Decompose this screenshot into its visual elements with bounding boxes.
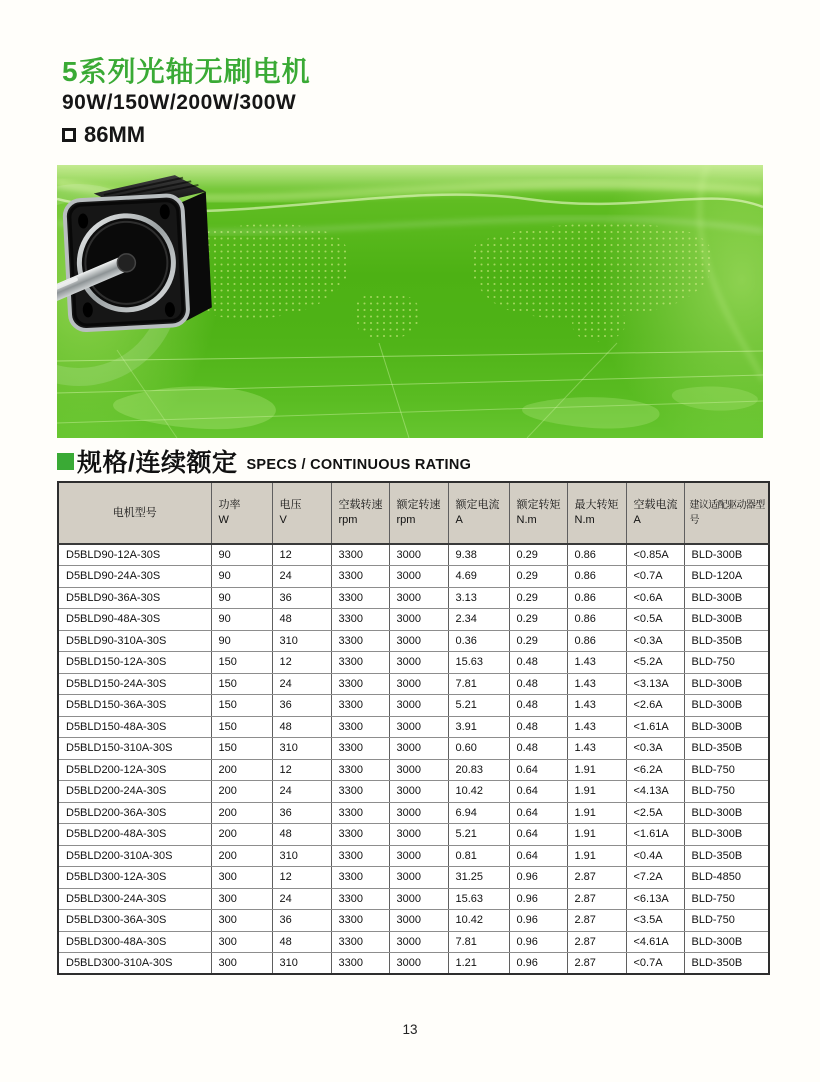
spec-cell: 3300 xyxy=(331,759,389,781)
spec-cell: D5BLD90-24A-30S xyxy=(58,566,211,588)
spec-cell: 3000 xyxy=(389,824,448,846)
spec-cell: 6.94 xyxy=(448,802,509,824)
spec-cell: 2.87 xyxy=(567,953,626,975)
spec-row xyxy=(58,673,769,695)
column-header: 建议适配驱动器型号 xyxy=(684,482,769,544)
column-header: 空载转速 rpm xyxy=(331,482,389,544)
spec-cell: 3300 xyxy=(331,953,389,975)
spec-cell: BLD-750 xyxy=(684,759,769,781)
spec-cell: 3300 xyxy=(331,802,389,824)
spec-cell: BLD-300B xyxy=(684,802,769,824)
spec-row xyxy=(58,781,769,803)
spec-cell: 0.29 xyxy=(509,630,567,652)
spec-cell: 3300 xyxy=(331,566,389,588)
spec-cell: <2.6A xyxy=(626,695,684,717)
spec-cell: 90 xyxy=(211,630,272,652)
green-square-bullet-icon xyxy=(57,453,74,470)
spec-cell: BLD-750 xyxy=(684,781,769,803)
spec-cell: 300 xyxy=(211,867,272,889)
world-map-dots xyxy=(163,223,714,342)
spec-cell: 0.86 xyxy=(567,544,626,566)
spec-cell: 0.86 xyxy=(567,587,626,609)
spec-row xyxy=(58,695,769,717)
spec-cell: BLD-750 xyxy=(684,652,769,674)
spec-cell: 3300 xyxy=(331,888,389,910)
spec-cell: D5BLD300-24A-30S xyxy=(58,888,211,910)
spec-cell: 90 xyxy=(211,609,272,631)
spec-row xyxy=(58,931,769,953)
spec-cell: BLD-300B xyxy=(684,931,769,953)
spec-cell: 3000 xyxy=(389,630,448,652)
spec-cell: 3300 xyxy=(331,931,389,953)
spec-row xyxy=(58,652,769,674)
spec-cell: 200 xyxy=(211,845,272,867)
page-header xyxy=(62,56,311,148)
spec-cell: 0.81 xyxy=(448,845,509,867)
spec-cell: 1.91 xyxy=(567,824,626,846)
spec-cell: 0.48 xyxy=(509,652,567,674)
spec-cell: BLD-300B xyxy=(684,824,769,846)
spec-cell: 90 xyxy=(211,587,272,609)
spec-cell: D5BLD300-48A-30S xyxy=(58,931,211,953)
spec-cell: 1.43 xyxy=(567,652,626,674)
spec-cell: D5BLD150-48A-30S xyxy=(58,716,211,738)
spec-cell: 310 xyxy=(272,845,331,867)
spec-cell: 310 xyxy=(272,738,331,760)
spec-cell: 310 xyxy=(272,953,331,975)
spec-cell: D5BLD150-24A-30S xyxy=(58,673,211,695)
spec-cell: 150 xyxy=(211,738,272,760)
motor-hub xyxy=(117,253,136,272)
spec-cell: 12 xyxy=(272,544,331,566)
spec-cell: 3.91 xyxy=(448,716,509,738)
spec-cell: 2.87 xyxy=(567,931,626,953)
spec-cell: D5BLD150-12A-30S xyxy=(58,652,211,674)
spec-cell: 31.25 xyxy=(448,867,509,889)
spec-cell: 3300 xyxy=(331,910,389,932)
motor-image xyxy=(57,165,227,345)
spec-cell: 3300 xyxy=(331,630,389,652)
spec-row xyxy=(58,609,769,631)
spec-row xyxy=(58,824,769,846)
spec-cell: 3000 xyxy=(389,716,448,738)
spec-cell: D5BLD200-24A-30S xyxy=(58,781,211,803)
spec-row xyxy=(58,738,769,760)
spec-cell: 3000 xyxy=(389,652,448,674)
spec-cell: 48 xyxy=(272,931,331,953)
spec-cell: 24 xyxy=(272,566,331,588)
spec-cell: 1.21 xyxy=(448,953,509,975)
spec-cell: 10.42 xyxy=(448,910,509,932)
spec-cell: 24 xyxy=(272,673,331,695)
spec-cell: 0.64 xyxy=(509,802,567,824)
spec-cell: 150 xyxy=(211,673,272,695)
spec-cell: 36 xyxy=(272,910,331,932)
spec-cell: 3000 xyxy=(389,888,448,910)
column-header: 电压 V xyxy=(272,482,331,544)
spec-cell: 7.81 xyxy=(448,673,509,695)
spec-row xyxy=(58,759,769,781)
spec-cell: 3300 xyxy=(331,845,389,867)
spec-cell: 15.63 xyxy=(448,888,509,910)
spec-cell: 0.86 xyxy=(567,609,626,631)
column-header: 电机型号 xyxy=(58,482,211,544)
spec-cell: 0.29 xyxy=(509,587,567,609)
column-header: 额定电流 A xyxy=(448,482,509,544)
spec-cell: 3.13 xyxy=(448,587,509,609)
product-banner xyxy=(57,165,763,438)
spec-cell: 3300 xyxy=(331,867,389,889)
spec-cell: 0.96 xyxy=(509,910,567,932)
page-title: 5系列光轴无刷电机 xyxy=(62,56,311,87)
spec-cell: D5BLD200-12A-30S xyxy=(58,759,211,781)
spec-cell: 0.96 xyxy=(509,888,567,910)
spec-cell: 0.29 xyxy=(509,609,567,631)
spec-cell: 310 xyxy=(272,630,331,652)
spec-row xyxy=(58,587,769,609)
spec-cell: <4.61A xyxy=(626,931,684,953)
spec-cell: 3300 xyxy=(331,673,389,695)
spec-cell: <3.5A xyxy=(626,910,684,932)
spec-cell: D5BLD90-310A-30S xyxy=(58,630,211,652)
spec-cell: 2.34 xyxy=(448,609,509,631)
spec-row xyxy=(58,910,769,932)
spec-cell: BLD-350B xyxy=(684,738,769,760)
column-header: 额定转矩 N.m xyxy=(509,482,567,544)
spec-cell: <7.2A xyxy=(626,867,684,889)
spec-cell: 3000 xyxy=(389,931,448,953)
spec-cell: 3000 xyxy=(389,867,448,889)
spec-cell: 150 xyxy=(211,652,272,674)
spec-cell: <0.7A xyxy=(626,566,684,588)
spec-cell: 12 xyxy=(272,759,331,781)
spec-cell: <1.61A xyxy=(626,824,684,846)
spec-cell: <0.3A xyxy=(626,738,684,760)
spec-cell: 200 xyxy=(211,824,272,846)
spec-cell: 3000 xyxy=(389,781,448,803)
spec-cell: 3000 xyxy=(389,953,448,975)
spec-cell: 48 xyxy=(272,609,331,631)
spec-cell: 200 xyxy=(211,781,272,803)
spec-cell: 1.91 xyxy=(567,759,626,781)
spec-cell: 36 xyxy=(272,695,331,717)
spec-cell: 48 xyxy=(272,716,331,738)
square-outline-icon xyxy=(62,128,76,142)
spec-cell: 3300 xyxy=(331,652,389,674)
frame-size-label: 86MM xyxy=(84,122,146,147)
spec-cell: BLD-300B xyxy=(684,587,769,609)
spec-cell: 10.42 xyxy=(448,781,509,803)
column-header: 功率 W xyxy=(211,482,272,544)
spec-cell: 0.64 xyxy=(509,845,567,867)
spec-cell: 3300 xyxy=(331,609,389,631)
spec-cell: 3000 xyxy=(389,802,448,824)
spec-cell: D5BLD200-36A-30S xyxy=(58,802,211,824)
spec-cell: 24 xyxy=(272,781,331,803)
spec-cell: 3000 xyxy=(389,609,448,631)
spec-cell: 3300 xyxy=(331,824,389,846)
spec-cell: 1.43 xyxy=(567,695,626,717)
spec-cell: 1.91 xyxy=(567,802,626,824)
spec-cell: 20.83 xyxy=(448,759,509,781)
spec-cell: 300 xyxy=(211,888,272,910)
power-range-subtitle: 90W/150W/200W/300W xyxy=(62,91,297,114)
spec-row xyxy=(58,888,769,910)
spec-cell: BLD-350B xyxy=(684,630,769,652)
spec-cell: BLD-350B xyxy=(684,953,769,975)
spec-cell: <4.13A xyxy=(626,781,684,803)
spec-cell: 0.86 xyxy=(567,566,626,588)
spec-cell: BLD-300B xyxy=(684,609,769,631)
spec-cell: <0.4A xyxy=(626,845,684,867)
spec-cell: D5BLD300-36A-30S xyxy=(58,910,211,932)
spec-cell: 300 xyxy=(211,931,272,953)
spec-cell: <0.6A xyxy=(626,587,684,609)
spec-cell: 0.29 xyxy=(509,566,567,588)
spec-cell: 2.87 xyxy=(567,867,626,889)
spec-cell: 90 xyxy=(211,566,272,588)
spec-row xyxy=(58,566,769,588)
spec-cell: 0.48 xyxy=(509,673,567,695)
banner-floor-lines xyxy=(57,343,763,438)
spec-cell: 1.91 xyxy=(567,845,626,867)
spec-cell: BLD-4850 xyxy=(684,867,769,889)
spec-cell: 3000 xyxy=(389,544,448,566)
spec-cell: D5BLD300-310A-30S xyxy=(58,953,211,975)
spec-cell: <6.13A xyxy=(626,888,684,910)
spec-cell: 3300 xyxy=(331,544,389,566)
spec-cell: 7.81 xyxy=(448,931,509,953)
spec-cell: <5.2A xyxy=(626,652,684,674)
spec-cell: 200 xyxy=(211,759,272,781)
spec-cell: 12 xyxy=(272,867,331,889)
spec-cell: 150 xyxy=(211,716,272,738)
spec-cell: D5BLD300-12A-30S xyxy=(58,867,211,889)
spec-cell: 0.29 xyxy=(509,544,567,566)
spec-cell: 90 xyxy=(211,544,272,566)
table-header-row xyxy=(58,482,769,544)
spec-cell: 0.64 xyxy=(509,781,567,803)
spec-cell: BLD-300B xyxy=(684,716,769,738)
spec-row xyxy=(58,544,769,566)
spec-cell: 0.64 xyxy=(509,824,567,846)
spec-cell: 3000 xyxy=(389,738,448,760)
spec-cell: 3000 xyxy=(389,910,448,932)
section-title-en: SPECS / CONTINUOUS RATING xyxy=(246,456,472,473)
spec-row xyxy=(58,845,769,867)
spec-cell: 3300 xyxy=(331,716,389,738)
spec-cell: 2.87 xyxy=(567,888,626,910)
spec-cell: 0.96 xyxy=(509,953,567,975)
spec-cell: 48 xyxy=(272,824,331,846)
spec-cell: <6.2A xyxy=(626,759,684,781)
column-header: 额定转速 rpm xyxy=(389,482,448,544)
spec-cell: D5BLD150-36A-30S xyxy=(58,695,211,717)
column-header: 空载电流 A xyxy=(626,482,684,544)
spec-cell: 1.43 xyxy=(567,673,626,695)
section-heading xyxy=(57,443,471,479)
spec-cell: D5BLD150-310A-30S xyxy=(58,738,211,760)
section-title-cn: 规格/连续额定 xyxy=(77,449,238,477)
spec-cell: 300 xyxy=(211,953,272,975)
spec-cell: 0.48 xyxy=(509,695,567,717)
spec-cell: 3000 xyxy=(389,587,448,609)
spec-cell: <3.13A xyxy=(626,673,684,695)
spec-cell: D5BLD90-48A-30S xyxy=(58,609,211,631)
spec-cell: 3300 xyxy=(331,587,389,609)
spec-cell: 1.43 xyxy=(567,738,626,760)
page-number: 13 xyxy=(402,1022,418,1037)
spec-cell: BLD-300B xyxy=(684,673,769,695)
spec-cell: 3000 xyxy=(389,759,448,781)
spec-cell: BLD-120A xyxy=(684,566,769,588)
spec-cell: 36 xyxy=(272,587,331,609)
spec-cell: <0.85A xyxy=(626,544,684,566)
spec-cell: 2.87 xyxy=(567,910,626,932)
spec-cell: BLD-750 xyxy=(684,910,769,932)
spec-cell: 3300 xyxy=(331,695,389,717)
spec-cell: 12 xyxy=(272,652,331,674)
spec-cell: 3300 xyxy=(331,738,389,760)
spec-row xyxy=(58,802,769,824)
column-header: 最大转矩 N.m xyxy=(567,482,626,544)
spec-cell: 0.96 xyxy=(509,931,567,953)
spec-cell: 1.91 xyxy=(567,781,626,803)
spec-cell: 200 xyxy=(211,802,272,824)
spec-cell: 4.69 xyxy=(448,566,509,588)
spec-cell: 5.21 xyxy=(448,824,509,846)
spec-cell: D5BLD90-12A-30S xyxy=(58,544,211,566)
spec-cell: 0.86 xyxy=(567,630,626,652)
spec-cell: 36 xyxy=(272,802,331,824)
spec-cell: BLD-750 xyxy=(684,888,769,910)
spec-cell: 300 xyxy=(211,910,272,932)
spec-cell: 0.60 xyxy=(448,738,509,760)
spec-row xyxy=(58,630,769,652)
spec-cell: 3000 xyxy=(389,695,448,717)
spec-cell: BLD-350B xyxy=(684,845,769,867)
spec-cell: D5BLD90-36A-30S xyxy=(58,587,211,609)
spec-cell: 5.21 xyxy=(448,695,509,717)
spec-cell: D5BLD200-310A-30S xyxy=(58,845,211,867)
spec-cell: BLD-300B xyxy=(684,695,769,717)
spec-cell: <2.5A xyxy=(626,802,684,824)
spec-cell: 3000 xyxy=(389,566,448,588)
spec-cell: <1.61A xyxy=(626,716,684,738)
spec-row xyxy=(58,716,769,738)
spec-cell: 3300 xyxy=(331,781,389,803)
specs-table xyxy=(57,481,770,975)
frame-size xyxy=(62,122,311,148)
spec-cell: 24 xyxy=(272,888,331,910)
spec-cell: <0.5A xyxy=(626,609,684,631)
spec-row xyxy=(58,867,769,889)
spec-cell: <0.3A xyxy=(626,630,684,652)
spec-cell: 150 xyxy=(211,695,272,717)
spec-cell: 0.36 xyxy=(448,630,509,652)
spec-cell: 15.63 xyxy=(448,652,509,674)
spec-cell: 3000 xyxy=(389,845,448,867)
spec-cell: D5BLD200-48A-30S xyxy=(58,824,211,846)
spec-cell: 9.38 xyxy=(448,544,509,566)
spec-cell: 1.43 xyxy=(567,716,626,738)
spec-row xyxy=(58,953,769,975)
spec-cell: 0.96 xyxy=(509,867,567,889)
spec-cell: 0.48 xyxy=(509,716,567,738)
spec-cell: <0.7A xyxy=(626,953,684,975)
spec-cell: 0.64 xyxy=(509,759,567,781)
spec-cell: 0.48 xyxy=(509,738,567,760)
spec-cell: 3000 xyxy=(389,673,448,695)
spec-cell: BLD-300B xyxy=(684,544,769,566)
